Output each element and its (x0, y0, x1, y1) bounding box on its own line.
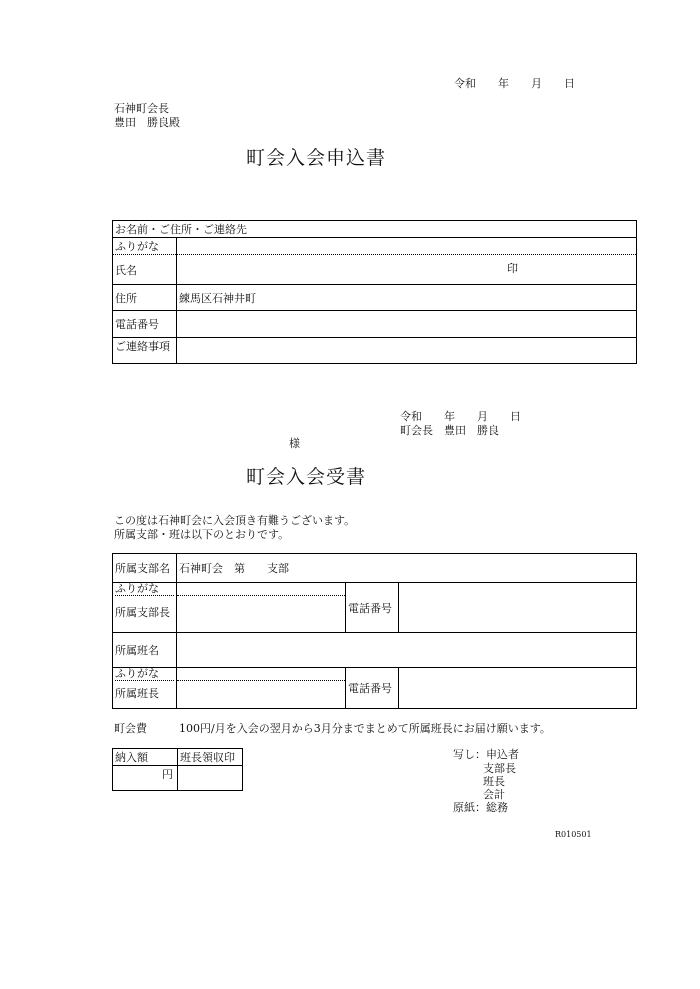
receipt-message-2: 所属支部・班は以下のとおりです。 (114, 528, 290, 541)
branch-head-label: 所属支部長 (115, 606, 170, 619)
group-head-field[interactable] (177, 668, 346, 709)
group-head-furigana-label: ふりがな (115, 668, 174, 681)
receipt-seal-label: 班長領収印 (178, 749, 243, 766)
phone-field[interactable] (177, 311, 637, 338)
branch-head-furigana-label: ふりがな (115, 583, 174, 596)
address-field[interactable]: 練馬区石神井町 (177, 285, 637, 311)
receipt-date-line: 令和 年 月 日 (400, 410, 521, 423)
group-head-phone-label: 電話番号 (346, 668, 399, 709)
address-label: 住所 (113, 285, 177, 311)
contact-label: ご連絡事項 (113, 338, 177, 364)
recipient-honorific: 様 (289, 437, 300, 450)
document-code: R010501 (555, 830, 592, 839)
fee-text: 100円/月を入会の翌月から3月分までまとめて所属班長にお届け願います。 (179, 722, 551, 735)
receipt-title: 町会入会受書 (246, 466, 367, 488)
contact-field[interactable] (177, 338, 637, 364)
group-head-furigana-field[interactable] (177, 668, 345, 681)
fee-label: 町会費 (114, 722, 147, 735)
application-form-table (112, 220, 637, 364)
phone-label: 電話番号 (113, 311, 177, 338)
receipt-message-1: この度は石神町会に入会頂き有難うございます。 (114, 514, 356, 527)
branch-head-phone-label: 電話番号 (346, 583, 399, 633)
furigana-field[interactable] (177, 238, 637, 255)
branch-head-label-cell (113, 583, 177, 633)
paid-amount-label: 納入額 (113, 749, 178, 766)
original-general-affairs: 原紙：総務 (453, 801, 508, 814)
payment-table (112, 748, 243, 791)
branch-head-phone-field[interactable] (399, 583, 637, 633)
copy-applicant: 写し：申込者 (453, 748, 519, 761)
group-label: 所属班名 (113, 633, 177, 668)
group-head-phone-field[interactable] (399, 668, 637, 709)
branch-head-field[interactable] (177, 583, 346, 633)
application-date-line: 令和 年 月 日 (454, 77, 575, 90)
group-head-label: 所属班長 (115, 687, 159, 700)
name-label: 氏名 (113, 255, 177, 285)
section-header: お名前・ご住所・ご連絡先 (113, 221, 637, 238)
receipt-form-table (112, 553, 637, 709)
branch-head-furigana-field[interactable] (177, 583, 345, 596)
branch-label: 所属支部名 (113, 554, 177, 583)
name-field[interactable] (177, 255, 637, 285)
copy-group-head: 班長 (483, 775, 505, 788)
copy-branch-head: 支部長 (483, 762, 516, 775)
branch-field[interactable]: 石神町会 第 支部 (177, 554, 637, 583)
application-title: 町会入会申込書 (246, 147, 387, 169)
furigana-label: ふりがな (113, 238, 177, 255)
addressee-name: 豊田 勝良殿 (114, 116, 180, 129)
seal-mark: 印 (507, 262, 518, 275)
copy-accounting: 会計 (483, 788, 505, 801)
receipt-issuer: 町会長 豊田 勝良 (400, 424, 499, 437)
addressee-title: 石神町会長 (114, 102, 169, 115)
group-field[interactable] (177, 633, 637, 668)
group-head-label-cell (113, 668, 177, 709)
receipt-seal-field[interactable] (178, 766, 243, 791)
yen-unit: 円 (162, 768, 173, 781)
paid-amount-field[interactable] (113, 766, 178, 791)
